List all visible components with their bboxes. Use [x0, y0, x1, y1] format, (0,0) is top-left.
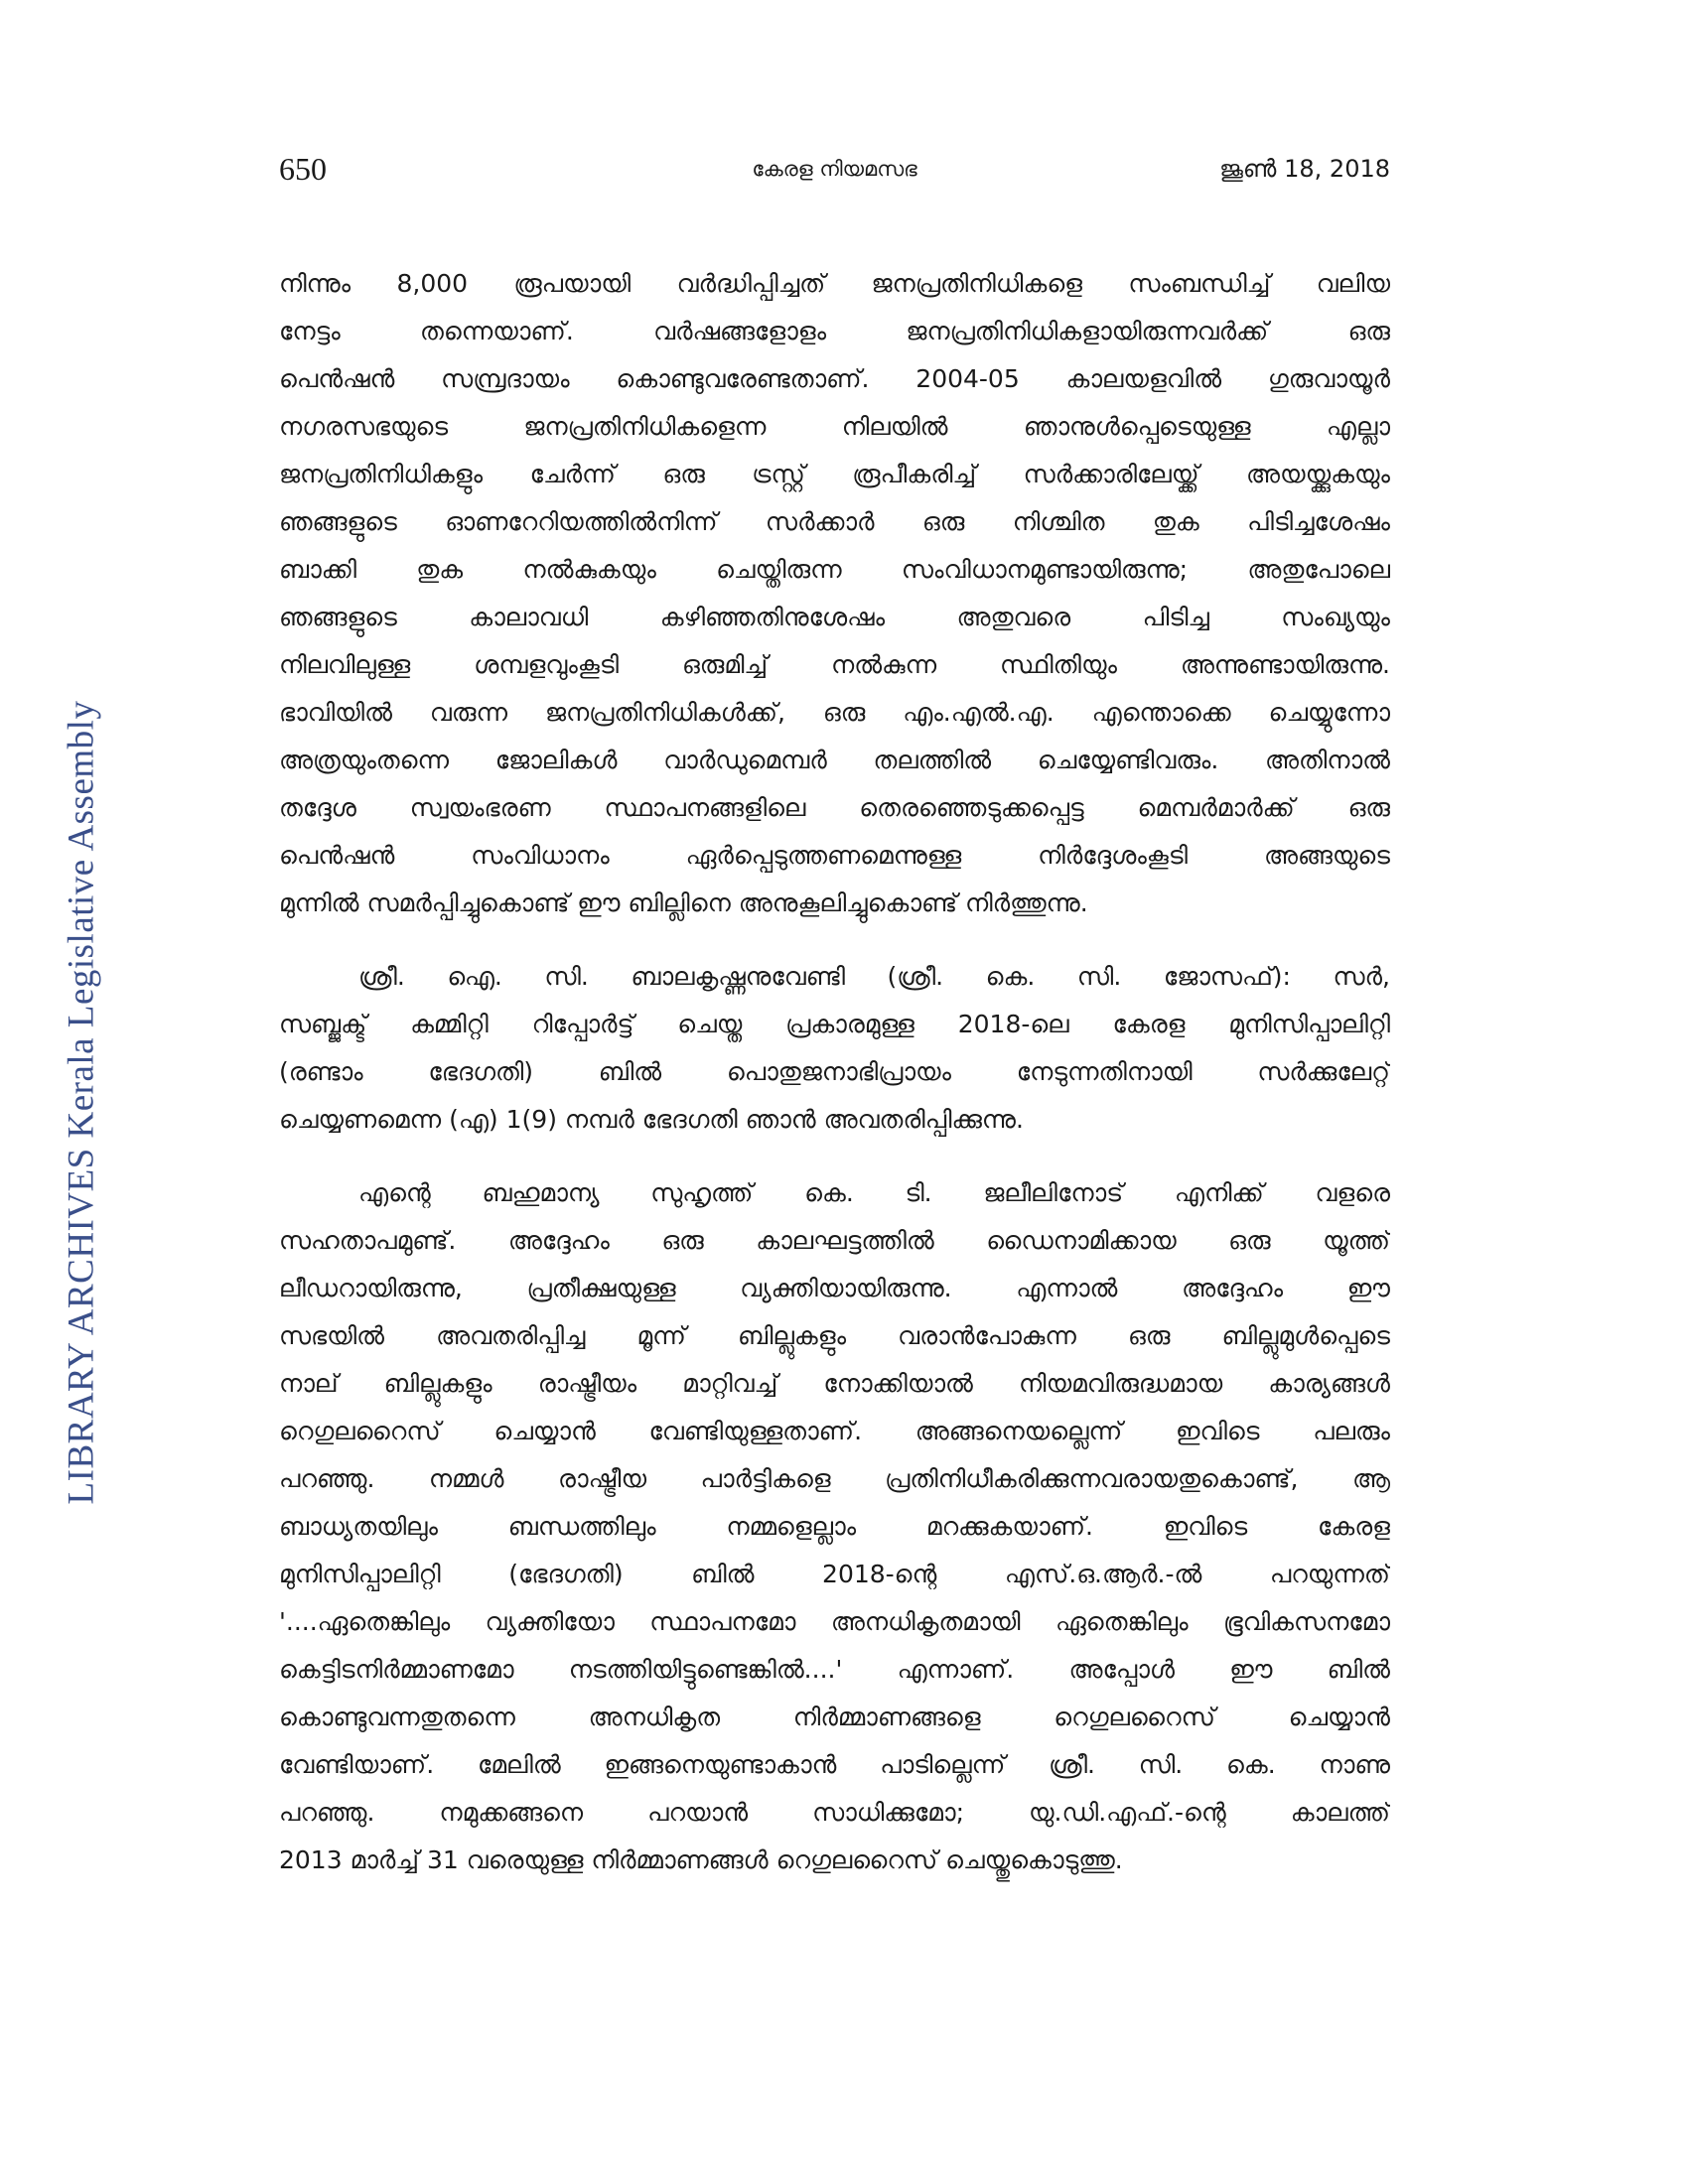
- text-line: വേണ്ടിയാണ്. മേലിൽ ഇങ്ങനെയുണ്ടാകാൻ പാടില്ലെന്ന് ശ്രീ. സി. കെ. നാണു: [279, 1750, 1390, 1779]
- header-date: ജൂൺ 18, 2018: [1219, 155, 1390, 183]
- text-line: റെഗുലറൈസ് ചെയ്യാൻ വേണ്ടിയുള്ളതാണ്. അങ്ങനെയല്ലെന്ന് ഇവിടെ പലരും: [279, 1417, 1390, 1445]
- text-line: ചെയ്യണമെന്ന (എ) 1(9) നമ്പർ ഭേദഗതി ഞാൻ അവതരിപ്പിക്കുന്നു.: [279, 1105, 1024, 1134]
- text-line: നഗരസഭയുടെ ജനപ്രതിനിധികളെന്ന നിലയിൽ ഞാനുൾപ്പെടെയുള്ള എല്ലാ: [279, 412, 1390, 441]
- page-header: [279, 151, 1390, 201]
- archive-watermark: [42, 615, 121, 1588]
- text-line: സഭയിൽ അവതരിപ്പിച്ച മൂന്ന് ബില്ലുകളും വരാൻപോകുന്ന ഒരു ബില്ലുമുൾപ്പെടെ: [279, 1321, 1390, 1350]
- text-line: നിന്നും 8,000 രൂപയായി വർദ്ധിപ്പിച്ചത് ജനപ്രതിനിധികളെ സംബന്ധിച്ച് വലിയ: [279, 269, 1390, 298]
- text-line: ബാധ്യതയിലും ബന്ധത്തിലും നമ്മളെല്ലാം മറക്കുകയാണ്. ഇവിടെ കേരള: [279, 1512, 1390, 1541]
- paragraph: [279, 953, 1390, 1144]
- text-line: തദ്ദേശ സ്വയംഭരണ സ്ഥാപനങ്ങളിലെ തെരഞ്ഞെടുക്കപ്പെട്ട മെമ്പർമാർക്ക് ഒരു: [279, 793, 1390, 822]
- paragraph: [279, 1169, 1390, 1884]
- text-line: നാല് ബില്ലുകളും രാഷ്ട്രീയം മാറ്റിവച്ച് നോക്കിയാൽ നിയമവിരുദ്ധമായ കാര്യങ്ങൾ: [279, 1369, 1390, 1398]
- text-line: പെൻഷൻ സംവിധാനം ഏർപ്പെടുത്തണമെന്നുള്ള നിർദ്ദേശംകൂടി അങ്ങയുടെ: [279, 841, 1390, 870]
- text-line: 2013 മാർച്ച് 31 വരെയുള്ള നിർമ്മാണങ്ങൾ റെഗുലറൈസ് ചെയ്തുകൊടുത്തു.: [279, 1845, 1123, 1874]
- page-number: 650: [279, 151, 327, 187]
- text-line: ജനപ്രതിനിധികളും ചേർന്ന് ഒരു ട്രസ്റ്റ് രൂപീകരിച്ച് സർക്കാരിലേയ്ക്ക് അയയ്ക്കുകയും: [279, 460, 1390, 488]
- text-line: പെൻഷൻ സമ്പ്രദായം കൊണ്ടുവരേണ്ടതാണ്. 2004-05 കാലയളവിൽ ഗുരുവായൂർ: [279, 364, 1390, 393]
- document-body: [279, 260, 1390, 1910]
- text-line: മുന്നിൽ സമർപ്പിച്ചുകൊണ്ട് ഈ ബില്ലിനെ അനുകൂലിച്ചുകൊണ്ട് നിർത്തുന്നു.: [279, 888, 1088, 917]
- text-line: ഞങ്ങളുടെ ഓണറേറിയത്തിൽനിന്ന് സർക്കാർ ഒരു നിശ്ചിത തുക പിടിച്ചശേഷം: [279, 507, 1390, 536]
- text-line: മുനിസിപ്പാലിറ്റി (ഭേദഗതി) ബിൽ 2018-ന്റെ എസ്.ഒ.ആർ.-ൽ പറയുന്നത്: [279, 1560, 1390, 1588]
- text-line: ഭാവിയിൽ വരുന്ന ജനപ്രതിനിധികൾക്ക്, ഒരു എം.എൽ.എ. എന്തൊക്കെ ചെയ്യുന്നോ: [279, 698, 1390, 727]
- text-line: കെട്ടിടനിർമ്മാണമോ നടത്തിയിട്ടുണ്ടെങ്കിൽ....' എന്നാണ്. അപ്പോൾ ഈ ബിൽ: [279, 1655, 1390, 1684]
- watermark-text: LIBRARY ARCHIVES Kerala Legislative Assembly: [61, 700, 102, 1504]
- text-line: ബാക്കി തുക നൽകുകയും ചെയ്തിരുന്ന സംവിധാനമുണ്ടായിരുന്നു; അതുപോലെ: [279, 555, 1390, 584]
- text-line: ഞങ്ങളുടെ കാലാവധി കഴിഞ്ഞതിനുശേഷം അതുവരെ പിടിച്ച സംഖ്യയും: [279, 603, 1390, 631]
- text-line: നേട്ടം തന്നെയാണ്. വർഷങ്ങളോളം ജനപ്രതിനിധികളായിരുന്നവർക്ക് ഒരു: [279, 317, 1390, 345]
- paragraph: [279, 260, 1390, 927]
- text-line: അത്രയുംതന്നെ ജോലികൾ വാർഡുമെമ്പർ തലത്തിൽ ചെയ്യേണ്ടിവരും. അതിനാൽ: [279, 746, 1390, 774]
- running-title: കേരള നിയമസഭ: [752, 157, 917, 181]
- text-line: ലീഡറായിരുന്നു, പ്രതീക്ഷയുള്ള വ്യക്തിയായിരുന്നു. എന്നാൽ അദ്ദേഹം ഈ: [279, 1274, 1390, 1302]
- text-line: സഹതാപമുണ്ട്. അദ്ദേഹം ഒരു കാലഘട്ടത്തിൽ ഡൈനാമിക്കായ ഒരു യൂത്ത്: [279, 1226, 1390, 1255]
- text-line: സബ്ജക്ട് കമ്മിറ്റി റിപ്പോർട്ട് ചെയ്ത പ്രകാരമുള്ള 2018-ലെ കേരള മുനിസിപ്പാലിറ്റി: [279, 1010, 1390, 1038]
- text-line: ശ്രീ. ഐ. സി. ബാലകൃഷ്ണനുവേണ്ടി (ശ്രീ. കെ. സി. ജോസഫ്): സർ,: [358, 962, 1390, 991]
- text-line: എന്റെ ബഹുമാന്യ സുഹൃത്ത് കെ. ടി. ജലീലിനോട് എനിക്ക് വളരെ: [358, 1178, 1390, 1207]
- text-line: '....ഏതെങ്കിലും വ്യക്തിയോ സ്ഥാപനമോ അനധികൃതമായി ഏതെങ്കിലും ഭൂവികസനമോ: [279, 1607, 1390, 1636]
- text-line: കൊണ്ടുവന്നതുതന്നെ അനധികൃത നിർമ്മാണങ്ങളെ റെഗുലറൈസ് ചെയ്യാൻ: [279, 1703, 1390, 1731]
- text-line: പറഞ്ഞു. നമ്മൾ രാഷ്ട്രീയ പാർട്ടികളെ പ്രതിനിധീകരിക്കുന്നവരായതുകൊണ്ട്, ആ: [279, 1464, 1390, 1493]
- text-line: (രണ്ടാം ഭേദഗതി) ബിൽ പൊതുജനാഭിപ്രായം നേടുന്നതിനായി സർക്കുലേറ്റ്: [279, 1057, 1390, 1086]
- text-line: പറഞ്ഞു. നമുക്കങ്ങനെ പറയാൻ സാധിക്കുമോ; യു.ഡി.എഫ്.-ന്റെ കാലത്ത്: [279, 1798, 1390, 1827]
- text-line: നിലവിലുള്ള ശമ്പളവുംകൂടി ഒരുമിച്ച് നൽകുന്ന സ്ഥിതിയും അന്നുണ്ടായിരുന്നു.: [279, 650, 1390, 679]
